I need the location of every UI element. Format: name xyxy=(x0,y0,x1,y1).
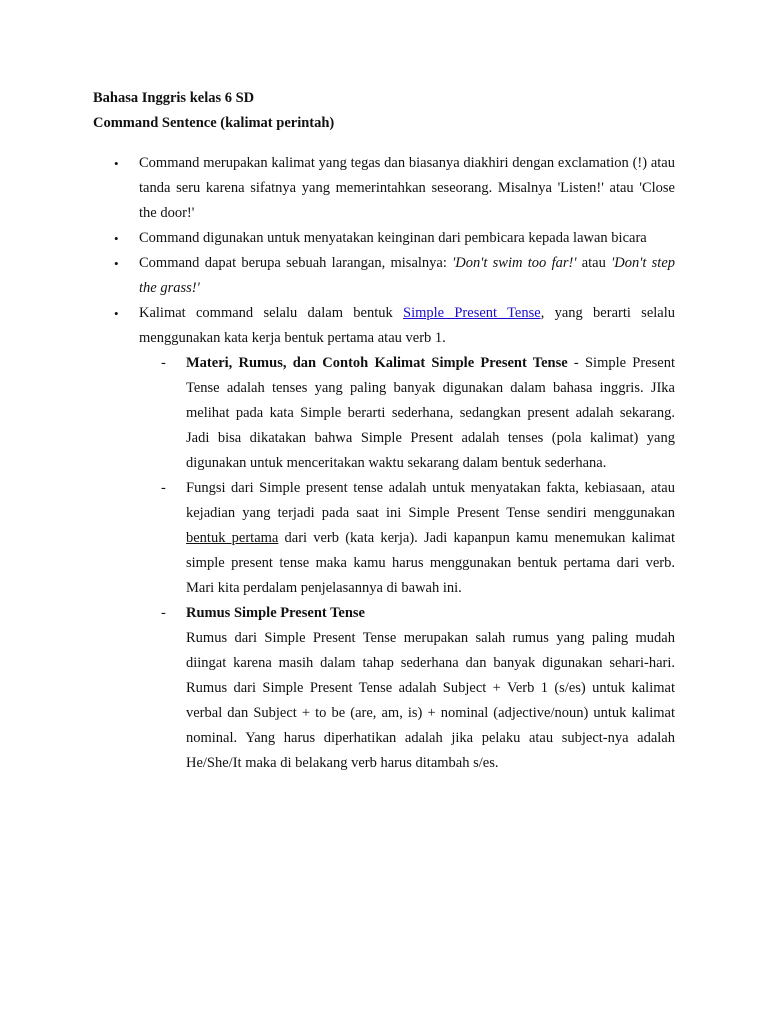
sub-text: - Simple Present Tense adalah tenses yang paling banyak digunakan dalam bahasa inggris. JIka melihat pada kata Simple berarti sederhana, sedangkan present adalah sekarang. Jadi bisa dikatakan bahwa Simple Present adalah tenses (pola kalimat) yang digunakan untuk menceritakan waktu sekarang dalam bentuk sederhana. xyxy=(186,355,675,471)
dash-marker: - xyxy=(161,605,166,621)
list-item xyxy=(114,226,675,251)
example-text: 'Don't step the grass!' xyxy=(139,255,676,296)
bullet-text: Command merupakan kalimat yang tegas dan biasanya diakhiri dengan exclamation (!) atau tanda seru karena sifatnya yang memerintahkan seseorang. Misalnya 'Listen!' atau 'Close the door!' xyxy=(139,155,675,221)
bullet-marker: • xyxy=(114,256,119,271)
sub-text: dari verb (kata kerja). Jadi kapanpun kamu menemukan kalimat simple present tense maka kamu harus menggunakan bentuk pertama dari verb. Mari kita perdalam penjelasannya di bawah ini. xyxy=(186,530,675,596)
document-header xyxy=(93,86,334,136)
sub-list-item xyxy=(161,601,675,776)
sub-list-item xyxy=(161,351,675,476)
list-item xyxy=(114,151,675,226)
bullet-marker: • xyxy=(114,231,119,246)
bullet-text: Kalimat command selalu dalam bentuk xyxy=(139,305,403,321)
simple-present-tense-link[interactable]: Simple Present Tense xyxy=(403,305,541,321)
list-item xyxy=(114,301,675,776)
example-text: 'Don't swim too far!' xyxy=(452,255,577,271)
bullet-list xyxy=(114,151,676,776)
sub-heading: Materi, Rumus, dan Contoh Kalimat Simple Present Tense xyxy=(186,355,568,371)
dash-marker: - xyxy=(161,355,166,371)
sub-text: Rumus dari Simple Present Tense merupakan salah rumus yang paling mudah diingat karena masih dalam tahap sederhana dan banyak digunakan sehari-hari. Rumus dari Simple Present Tense adalah Subject + Verb 1 (s/es) untuk kalimat verbal dan Subject + to be (are, am, is) + nominal (adjective/noun) untuk kalimat nominal. Yang harus diperhatikan adalah jika pelaku atau subject-nya adalah He/She/It maka di belakang verb harus ditambah s/es. xyxy=(186,630,675,771)
bullet-marker: • xyxy=(114,306,119,321)
bullet-text: Command dapat berupa sebuah larangan, misalnya: xyxy=(139,255,453,271)
bullet-text: , yang berarti selalu menggunakan kata kerja bentuk pertama atau verb 1. xyxy=(139,305,675,346)
document-title: Bahasa Inggris kelas 6 SD xyxy=(93,90,255,106)
bullet-text: Command digunakan untuk menyatakan keinginan dari pembicara kepada lawan bicara xyxy=(139,230,647,246)
document-subtitle: Command Sentence (kalimat perintah) xyxy=(93,115,335,131)
bullet-marker: • xyxy=(114,156,119,171)
sub-list-item xyxy=(161,476,675,601)
bullet-text: atau xyxy=(576,255,612,271)
underlined-text: bentuk pertama xyxy=(186,530,279,546)
sub-list xyxy=(161,351,675,776)
dash-marker: - xyxy=(161,480,166,496)
sub-text: Fungsi dari Simple present tense adalah untuk menyatakan fakta, kebiasaan, atau kejadian yang terjadi pada saat ini Simple Present Tense sendiri menggunakan xyxy=(186,480,675,521)
list-item xyxy=(114,251,676,301)
sub-heading: Rumus Simple Present Tense xyxy=(186,605,365,621)
